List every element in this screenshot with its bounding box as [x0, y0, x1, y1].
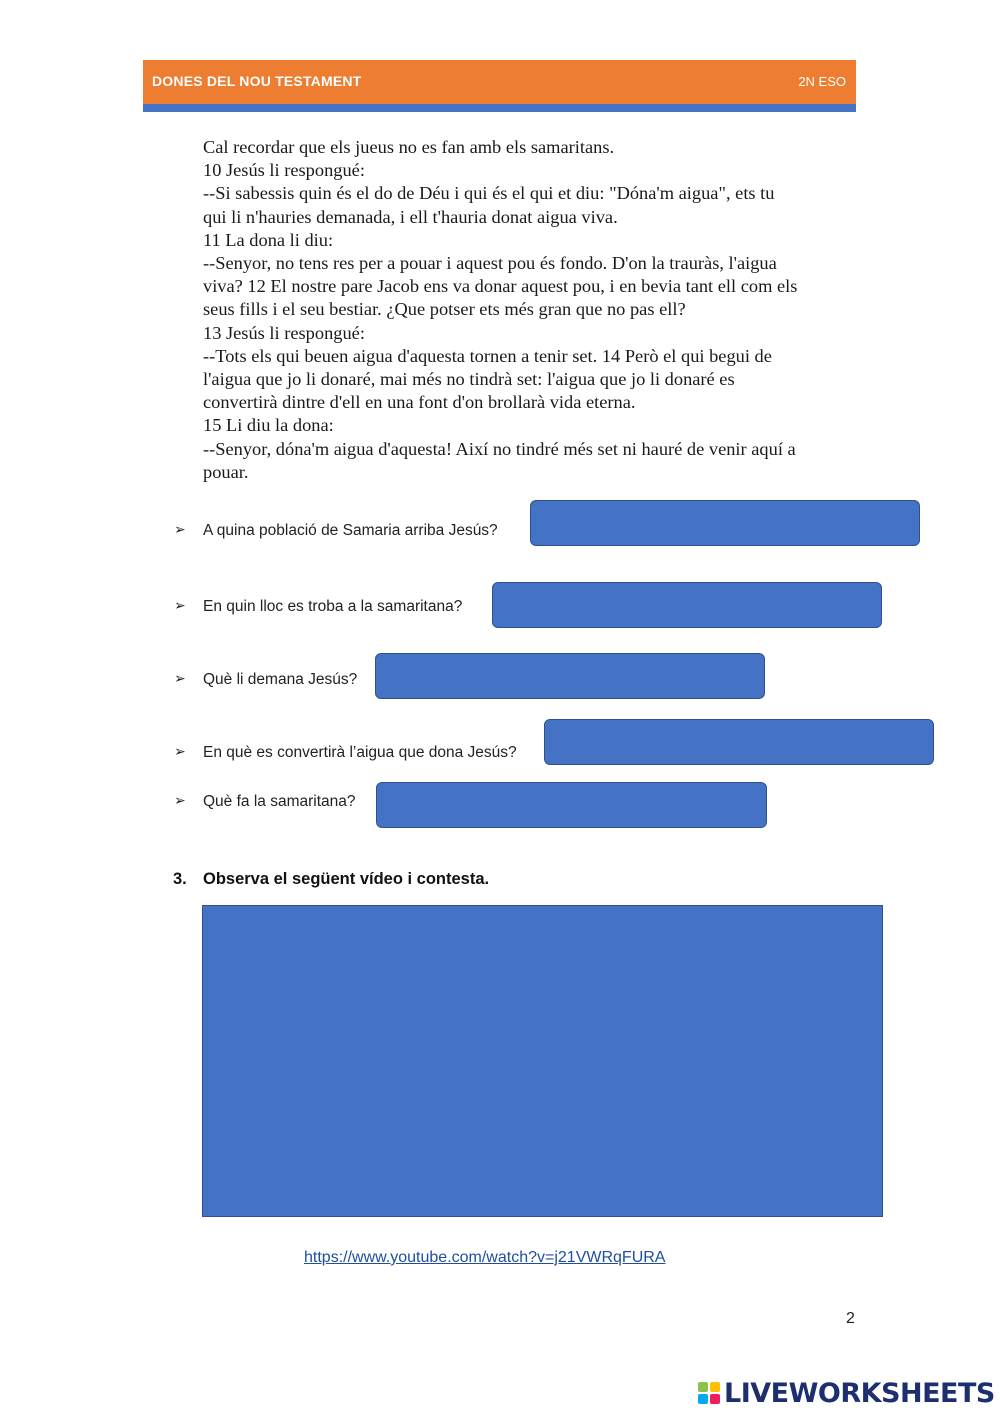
passage-line: 10 Jesús li respongué: [203, 160, 365, 181]
header-grade: 2N ESO [798, 74, 846, 89]
passage-line: Cal recordar que els jueus no es fan amb els samaritans. [203, 137, 615, 157]
passage-line: --Senyor, dóna'm aigua d'aquesta! Així no tindré més set ni hauré de venir aquí a [203, 438, 796, 459]
question-label: Què li demana Jesús? [203, 671, 358, 688]
question-label: A quina població de Samaria arriba Jesús? [203, 522, 498, 539]
arrow-bullet-icon: ➢ [174, 671, 186, 687]
answer-field-1[interactable] [530, 500, 920, 546]
passage-line: 11 La dona li diu: [203, 229, 334, 250]
passage-line: --Senyor, no tens res per a pouar i aquest pou és fondo. D'on la trauràs, l'aigua [203, 253, 777, 274]
page-number: 2 [846, 1310, 855, 1327]
liveworksheets-logo-text: LIVEWORKSHEETS [724, 1377, 995, 1409]
passage-line: convertirà dintre d'ell en una font d'on brollarà vida eterna. [203, 392, 636, 413]
section-title: Observa el següent vídeo i contesta. [203, 870, 490, 888]
answer-field-2[interactable] [492, 582, 882, 628]
header-stripe [143, 104, 856, 112]
video-embed[interactable] [202, 905, 883, 1217]
youtube-link[interactable]: https://www.youtube.com/watch?v=j21VWRqFURA [304, 1249, 666, 1266]
arrow-bullet-icon: ➢ [174, 793, 186, 809]
passage-line: --Tots els qui beuen aigua d'aquesta tornen a tenir set. 14 Però el qui begui de [203, 345, 772, 366]
answer-field-5[interactable] [376, 782, 767, 828]
passage-line: pouar. [203, 461, 249, 482]
arrow-bullet-icon: ➢ [174, 598, 186, 614]
header-title: DONES DEL NOU TESTAMENT [152, 73, 362, 89]
arrow-bullet-icon: ➢ [174, 744, 186, 760]
passage-line: 15 Li diu la dona: [203, 415, 334, 436]
passage-line: --Si sabessis quin és el do de Déu i qui és el qui et diu: "Dóna'm aigua", ets tu [203, 183, 775, 204]
question-label: En quin lloc es troba a la samaritana? [203, 598, 463, 615]
passage-line: viva? 12 El nostre pare Jacob ens va donar aquest pou, i en bevia tant ell com els [203, 276, 798, 297]
passage-line: l'aigua que jo li donaré, mai més no tindrà set: l'aigua que jo li donaré es [203, 369, 735, 390]
liveworksheets-logo[interactable] [698, 1378, 995, 1408]
question-label: En què es convertirà l’aigua que dona Jesús? [203, 744, 517, 761]
answer-field-4[interactable] [544, 719, 934, 765]
section-number: 3. [173, 870, 187, 888]
answer-field-3[interactable] [375, 653, 765, 699]
passage-line: qui li n'hauries demanada, i ell t'hauria donat aigua viva. [203, 206, 618, 227]
question-label: Què fa la samaritana? [203, 793, 356, 810]
passage-line: seus fills i el seu bestiar. ¿Que potser ets més gran que no pas ell? [203, 299, 686, 320]
bible-passage [203, 136, 863, 484]
passage-line: 13 Jesús li respongué: [203, 322, 365, 343]
arrow-bullet-icon: ➢ [174, 522, 186, 538]
liveworksheets-logo-icon [698, 1382, 720, 1404]
